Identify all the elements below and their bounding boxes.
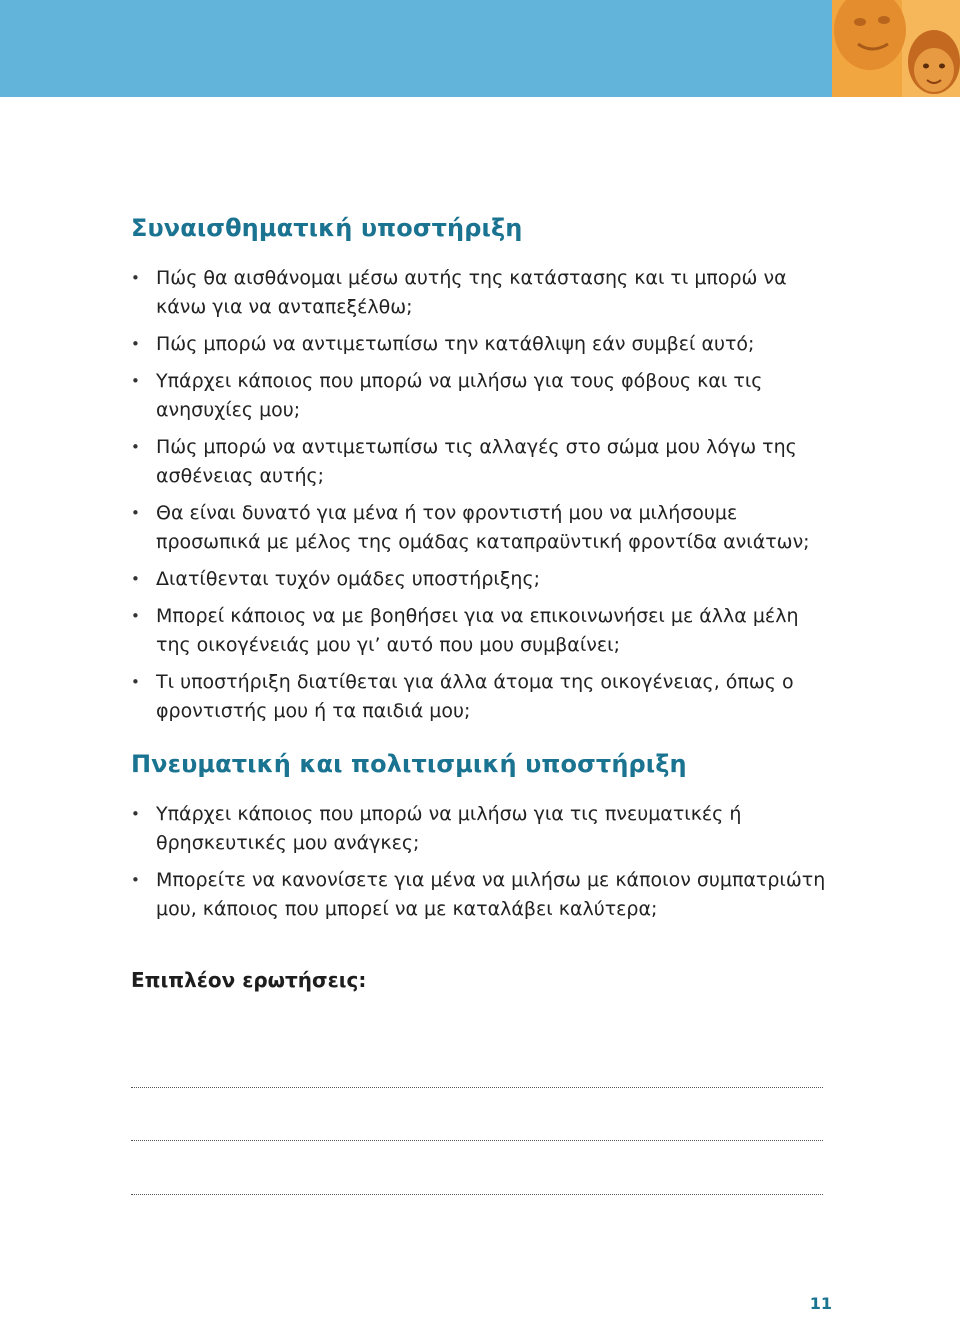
main-content xyxy=(131,214,831,992)
list-item: • Μπορεί κάποιος να με βοηθήσει για να επικοινωνήσει με άλλα μέλη της οικογένειάς μου γι’ αυτό που μου συμβαίνει; xyxy=(131,602,831,660)
top-color-band xyxy=(0,0,960,97)
emotional-support-list xyxy=(131,264,831,726)
note-line[interactable] xyxy=(131,1140,823,1141)
section-heading-spiritual-support: Πνευματική και πολιτισμική υποστήριξη xyxy=(131,750,687,778)
note-line[interactable] xyxy=(131,1194,823,1195)
page-number: 11 xyxy=(809,1294,832,1313)
family-photo-illustration xyxy=(832,0,960,97)
list-item: • Τι υποστήριξη διατίθεται για άλλα άτομα της οικογένειας, όπως ο φροντιστής μου ή τα παιδιά μου; xyxy=(131,668,831,726)
list-item: • Πώς μπορώ να αντιμετωπίσω την κατάθλιψη εάν συμβεί αυτό; xyxy=(131,330,831,359)
list-item: • Πώς μπορώ να αντιμετωπίσω τις αλλαγές στο σώμα μου λόγω της ασθένειας αυτής; xyxy=(131,433,831,491)
spiritual-support-list xyxy=(131,800,831,924)
section-heading-emotional-support: Συναισθηματική υποστήριξη xyxy=(131,214,523,242)
more-questions-label: Επιπλέον ερωτήσεις: xyxy=(131,968,367,992)
list-item: • Πώς θα αισθάνομαι μέσω αυτής της κατάστασης και τι μπορώ να κάνω για να ανταπεξέλθω; xyxy=(131,264,831,322)
list-item: • Υπάρχει κάποιος που μπορώ να μιλήσω για τους φόβους και τις ανησυχίες μου; xyxy=(131,367,831,425)
list-item: • Θα είναι δυνατό για μένα ή τον φροντιστή μου να μιλήσουμε προσωπικά με μέλος της ομάδας καταπραϋντική φροντίδα ανιάτων; xyxy=(131,499,831,557)
header-photo xyxy=(832,0,960,97)
list-item: • Διατίθενται τυχόν ομάδες υποστήριξης; xyxy=(131,565,831,594)
list-item: • Μπορείτε να κανονίσετε για μένα να μιλήσω με κάποιον συμπατριώτη μου, κάποιος που μπορεί να με καταλάβει καλύτερα; xyxy=(131,866,831,924)
list-item: • Υπάρχει κάποιος που μπορώ να μιλήσω για τις πνευματικές ή θρησκευτικές μου ανάγκες; xyxy=(131,800,831,858)
note-line[interactable] xyxy=(131,1087,823,1088)
